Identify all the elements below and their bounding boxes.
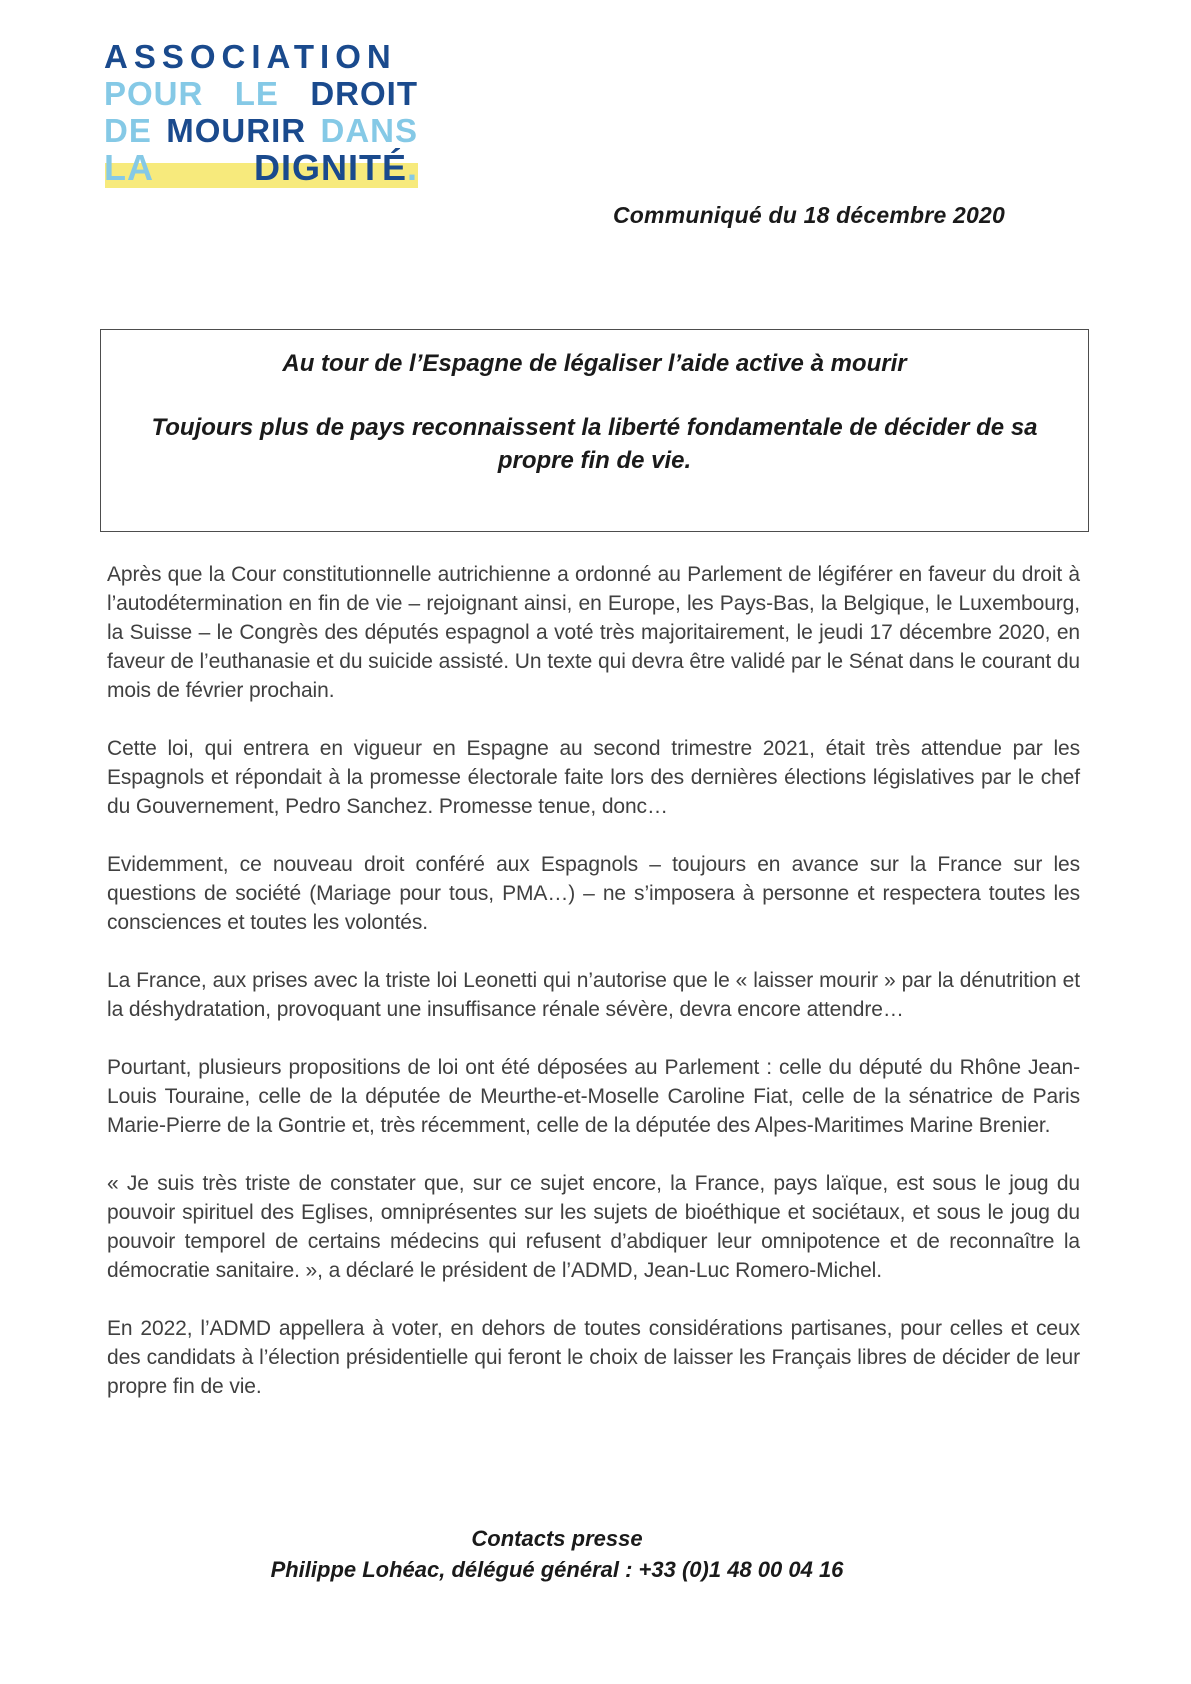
- contact-info: Philippe Lohéac, délégué général : +33 (0)1 48 00 04 16: [270, 1557, 844, 1582]
- body-paragraph-4: La France, aux prises avec la triste loi Leonetti qui n’autorise que le « laisser mourir » par la dénutrition et la déshydratation, provoquant une insuffisance rénale sévère, devra encore attendre…: [107, 969, 1080, 1021]
- body-paragraph-1: Après que la Cour constitutionnelle autrichienne a ordonné au Parlement de légiférer en faveur du droit à l’autodétermination en fin de vie – rejoignant ainsi, en Europe, les Pays-Bas, la Belgique, le Luxembourg, la Suisse – le Congrès des députés espagnol a voté très majoritairement, le jeudi 17 décembre 2020, en faveur de l’euthanasie et du suicide assisté. Un texte qui devra être validé par le Sénat dans le courant du mois de février prochain.: [107, 563, 1080, 702]
- body-paragraph-2: Cette loi, qui entrera en vigueur en Espagne au second trimestre 2021, était très attendue par les Espagnols et répondait à la promesse électorale faite lors des dernières élections législatives par le chef du Gouvernement, Pedro Sanchez. Promesse tenue, donc…: [107, 737, 1080, 818]
- contacts-label: Contacts presse: [471, 1526, 643, 1551]
- logo-line-la-dignite: [104, 149, 418, 187]
- body-text: [107, 560, 1080, 1430]
- logo-word-mourir: MOURIR: [166, 112, 307, 149]
- press-contacts: [107, 1523, 1007, 1585]
- logo-line-pour-le-droit: [104, 75, 418, 112]
- logo-period: .: [406, 147, 418, 188]
- logo-word-droit: DROIT: [310, 75, 418, 112]
- logo-word-dans: DANS: [320, 112, 418, 149]
- title-main: Au tour de l’Espagne de légaliser l’aide active à mourir: [282, 350, 907, 377]
- admd-logo: [104, 38, 418, 187]
- logo-line-de-mourir-dans: [104, 112, 418, 149]
- title-subtitle: Toujours plus de pays reconnaissent la liberté fondamentale de décider de sa propre fin de vie.: [151, 414, 1038, 474]
- logo-word-la: LA: [104, 147, 154, 188]
- logo-word-dignite: DIGNITÉ: [253, 147, 407, 188]
- title-box: [100, 329, 1089, 532]
- communique-date-line: Communiqué du 18 décembre 2020: [612, 202, 1005, 228]
- body-paragraph-3: Evidemment, ce nouveau droit conféré aux Espagnols – toujours en avance sur la France sur les questions de société (Mariage pour tous, PMA…) – ne s’imposera à personne et respectera toutes les consciences et toutes les volontés.: [107, 853, 1080, 934]
- logo-line-association: [104, 38, 418, 75]
- body-paragraph-7: En 2022, l’ADMD appellera à voter, en dehors de toutes considérations partisanes, pour celles et ceux des candidats à l’élection présidentielle qui feront le choix de laisser les Français libres de décider de leur propre fin de vie.: [107, 1317, 1080, 1398]
- logo-word-pour: POUR: [104, 75, 204, 112]
- logo-word-de: DE: [104, 112, 152, 149]
- body-paragraph-5: Pourtant, plusieurs propositions de loi ont été déposées au Parlement : celle du député du Rhône Jean-Louis Touraine, celle de la députée de Meurthe-et-Moselle Caroline Fiat, celle de la sénatrice de Paris Marie-Pierre de la Gontrie et, très récemment, celle de la députée des Alpes-Maritimes Marine Brenier.: [107, 1056, 1080, 1137]
- body-paragraph-6: « Je suis très triste de constater que, sur ce sujet encore, la France, pays laïque, est sous le joug du pouvoir spirituel des Eglises, omniprésentes sur les sujets de bioéthique et sociétaux, et sous le joug du pouvoir temporel de certains médecins qui refusent d’abdiquer leur omnipotence et de reconnaître la démocratie sanitaire. », a déclaré le président de l’ADMD, Jean-Luc Romero-Michel.: [107, 1172, 1080, 1282]
- logo-word-le: LE: [234, 75, 279, 112]
- logo-word-association: ASSOCIATION: [104, 38, 397, 75]
- logo-word-dignite-group: [254, 149, 418, 187]
